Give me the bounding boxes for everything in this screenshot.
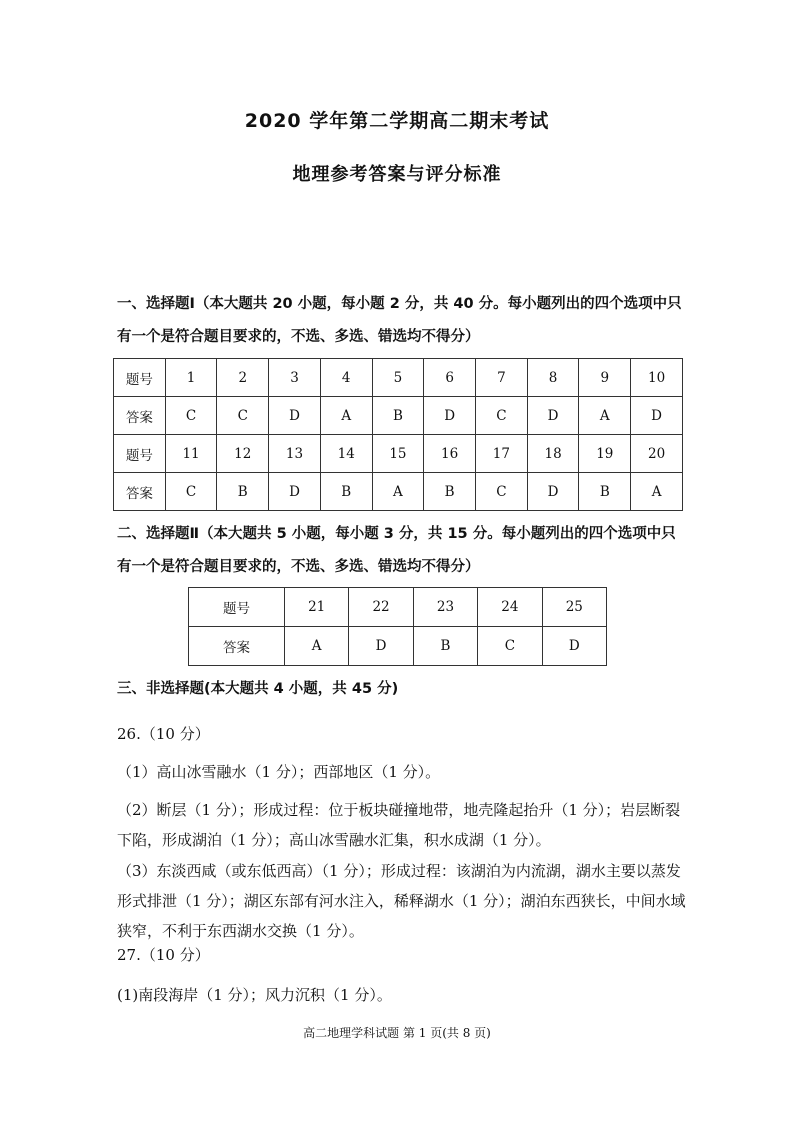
table-cell: C — [165, 397, 217, 435]
table-cell: 22 — [349, 588, 413, 627]
table-cell: 18 — [527, 435, 579, 473]
table-cell: C — [478, 627, 542, 666]
table-cell: A — [372, 473, 424, 511]
page-footer: 高二地理学科试题 第 1 页(共 8 页) — [303, 1026, 491, 1040]
table-cell: 8 — [527, 359, 579, 397]
table-cell: 9 — [579, 359, 631, 397]
table-cell: 题号 — [114, 435, 166, 473]
q26-answer-1: （1）高山冰雪融水（1 分）；西部地区（1 分）。 — [117, 763, 441, 781]
table-cell: D — [349, 627, 413, 666]
table-cell: B — [413, 627, 477, 666]
table-cell: 16 — [424, 435, 476, 473]
section1-heading: 一、选择题Ⅰ（本大题共 20 小题，每小题 2 分，共 40 分。每小题列出的四个选项中只有一个是符合题目要求的，不选、多选、错选均不得分） — [117, 296, 682, 345]
table-cell: D — [269, 473, 321, 511]
table-cell: 5 — [372, 359, 424, 397]
table-cell: 12 — [217, 435, 269, 473]
q26-answer-3: （3）东淡西咸（或东低西高）（1 分）；形成过程：该湖泊为内流湖，湖水主要以蒸发形式排泄（1 分）；湖区东部有河水注入，稀释湖水（1 分）；湖泊东西狭长，中间水域狭窄，不利于东西湖水交换（1 分）。 — [117, 862, 686, 940]
table-cell: 答案 — [189, 627, 285, 666]
table-cell: C — [165, 473, 217, 511]
table-cell: 15 — [372, 435, 424, 473]
answer-table-2 — [188, 587, 607, 666]
table-row — [114, 359, 683, 397]
table-cell: 11 — [165, 435, 217, 473]
table-row — [189, 627, 607, 666]
table-cell: 14 — [320, 435, 372, 473]
table-cell: B — [579, 473, 631, 511]
table-cell: 答案 — [114, 473, 166, 511]
table-cell: D — [527, 397, 579, 435]
page-title: 2020 学年第二学期高二期末考试 — [244, 110, 550, 132]
table-cell: 24 — [478, 588, 542, 627]
table-cell: D — [269, 397, 321, 435]
page-subtitle: 地理参考答案与评分标准 — [292, 164, 502, 185]
table-cell: 23 — [413, 588, 477, 627]
table-cell: 6 — [424, 359, 476, 397]
table-cell: D — [527, 473, 579, 511]
table-cell: 答案 — [114, 397, 166, 435]
section3-heading: 三、非选择题(本大题共 4 小题，共 45 分) — [117, 681, 399, 697]
table-row — [114, 397, 683, 435]
table-cell: A — [284, 627, 348, 666]
table-cell: 2 — [217, 359, 269, 397]
table-cell: 19 — [579, 435, 631, 473]
table-cell: B — [217, 473, 269, 511]
table-cell: 题号 — [189, 588, 285, 627]
table-cell: C — [476, 397, 528, 435]
table-cell: D — [631, 397, 683, 435]
table-cell: 25 — [542, 588, 606, 627]
table-cell: 3 — [269, 359, 321, 397]
q27-title: 27.（10 分） — [117, 946, 210, 964]
section2-heading: 二、选择题Ⅱ（本大题共 5 小题，每小题 3 分，共 15 分。每小题列出的四个选项中只有一个是符合题目要求的，不选、多选、错选均不得分） — [117, 526, 676, 575]
q26-answer-2: （2）断层（1 分）；形成过程：位于板块碰撞地带，地壳隆起抬升（1 分）；岩层断裂下陷，形成湖泊（1 分）；高山冰雪融水汇集，积水成湖（1 分）。 — [117, 801, 681, 849]
table-cell: A — [579, 397, 631, 435]
table-cell: C — [476, 473, 528, 511]
table-cell: D — [424, 397, 476, 435]
answer-table-1 — [113, 358, 683, 511]
table-cell: 7 — [476, 359, 528, 397]
table-cell: 题号 — [114, 359, 166, 397]
table-cell: A — [631, 473, 683, 511]
table-cell: D — [542, 627, 606, 666]
table-cell: C — [217, 397, 269, 435]
table-cell: 17 — [476, 435, 528, 473]
table-cell: 1 — [165, 359, 217, 397]
table-cell: 21 — [284, 588, 348, 627]
q27-answer-1: (1)南段海岸（1 分）；风力沉积（1 分）。 — [117, 986, 392, 1004]
table-cell: B — [372, 397, 424, 435]
table-row — [189, 588, 607, 627]
table-cell: A — [320, 397, 372, 435]
table-cell: B — [424, 473, 476, 511]
table-row — [114, 473, 683, 511]
table-cell: 4 — [320, 359, 372, 397]
table-cell: 10 — [631, 359, 683, 397]
q26-title: 26.（10 分） — [117, 725, 210, 743]
table-cell: B — [320, 473, 372, 511]
table-cell: 20 — [631, 435, 683, 473]
table-cell: 13 — [269, 435, 321, 473]
table-row — [114, 435, 683, 473]
